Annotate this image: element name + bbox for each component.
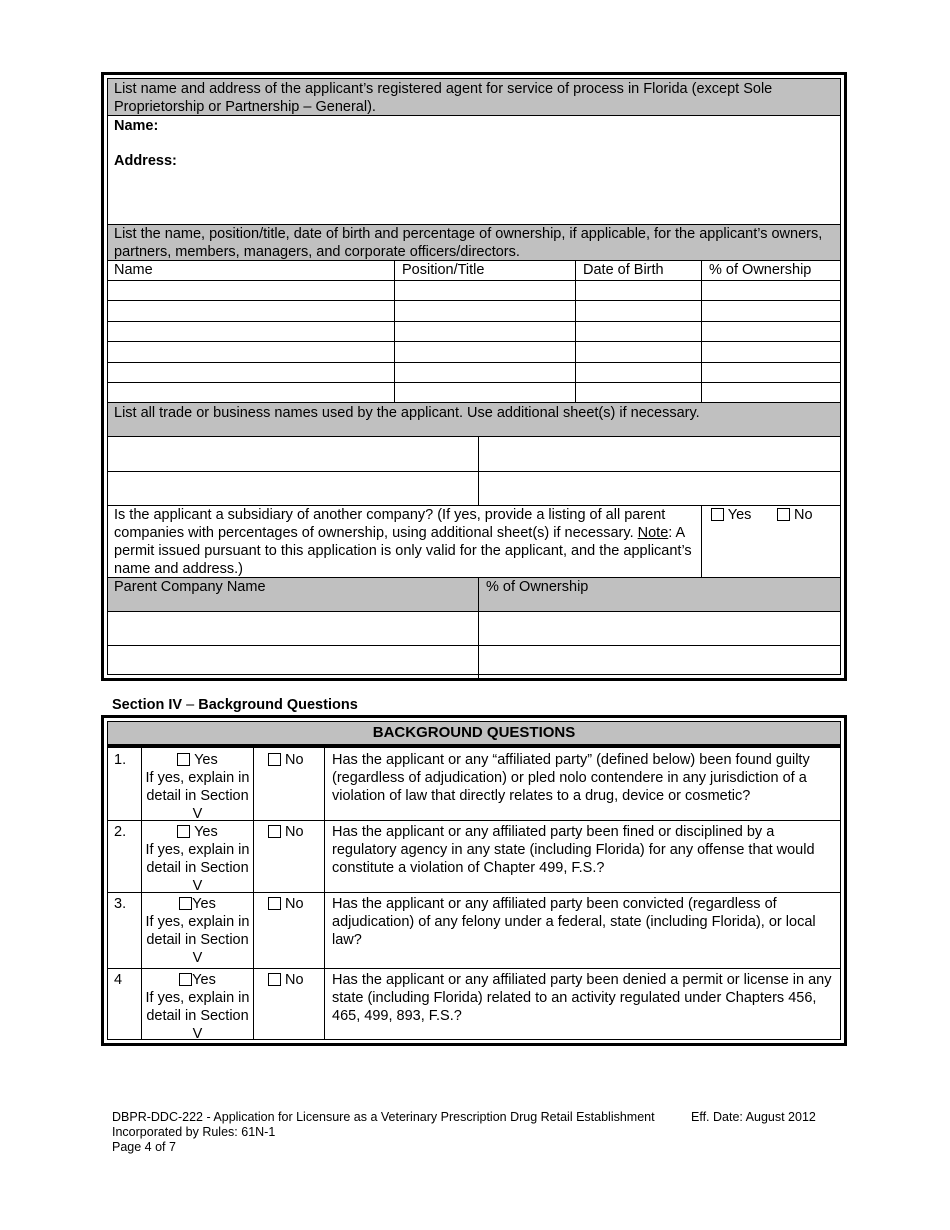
question-yes-option[interactable] <box>177 824 217 840</box>
question-no-label: No <box>285 824 304 840</box>
question-yes-label: Yes <box>192 896 216 912</box>
question-number: 3. <box>114 896 127 912</box>
owners-col-position: Position/Title <box>402 262 485 278</box>
question-explain-text: If yes, explain in detail in Section V <box>145 990 250 1042</box>
subsidiary-question-part1: Is the applicant a subsidiary of another company? (If yes, provide a listing of all parent companies with percentages of ownership, using additional sheet(s) if necessary. <box>114 507 666 541</box>
question-text: Has the applicant or any affiliated party been fined or disciplined by a regulatory agency in any state (including Florida) for any offense that would constitute a violation of Chapter 499, F.S.? <box>332 824 815 876</box>
section-iv-dash: – <box>182 697 199 713</box>
question-no-label: No <box>285 896 304 912</box>
question-no-checkbox[interactable] <box>268 897 281 910</box>
subsidiary-question-part2: : A permit issued pursuant to this application is only valid for the applicant, and the applicant’s name and address.) <box>114 525 692 577</box>
question-number: 4 <box>114 972 123 988</box>
owners-row-5[interactable] <box>108 382 840 383</box>
owners-row-3[interactable] <box>108 341 840 342</box>
owners-col-dob: Date of Birth <box>583 262 664 278</box>
question-yes-option[interactable] <box>177 752 217 768</box>
owners-row-1[interactable] <box>108 300 840 301</box>
question-yes-label: Yes <box>194 752 218 768</box>
question-no-label: No <box>285 752 304 768</box>
agent-address-label: Address: <box>114 153 177 169</box>
question-no-checkbox[interactable] <box>268 753 281 766</box>
question-text: Has the applicant or any affiliated party been denied a permit or license in any state (including Florida) related to an activity regulated under Chapters 456, 465, 499, 893, F.S.? <box>332 972 832 1024</box>
owners-col-ownership: % of Ownership <box>709 262 812 278</box>
question-yes-cell <box>142 971 253 1043</box>
subsidiary-question-text <box>114 506 694 578</box>
owners-row-2[interactable] <box>108 321 840 322</box>
background-questions-header <box>108 722 840 744</box>
agent-instruction-row <box>108 79 840 115</box>
subsidiary-no-label: No <box>794 507 813 523</box>
trade-name-row-1[interactable] <box>108 471 840 472</box>
owners-instruction: List the name, position/title, date of birth and percentage of ownership, if applicable, for the applicant’s owners, partners, members, managers, and corporate officers/directors. <box>114 226 823 260</box>
question-number: 2. <box>114 824 127 840</box>
trade-names-instruction-row <box>108 403 840 436</box>
question-no-checkbox[interactable] <box>268 973 281 986</box>
question-explain-text: If yes, explain in detail in Section V <box>145 770 250 822</box>
parent-company-col: Parent Company Name <box>114 579 266 595</box>
question-yes-checkbox[interactable] <box>177 825 190 838</box>
question-yes-cell <box>142 751 253 823</box>
parent-company-header-row <box>108 578 840 611</box>
section-iv-prefix: Section IV <box>112 697 183 713</box>
agent-instruction: List name and address of the applicant’s registered agent for service of process in Florida (except Sole Proprietorship or Partnership – General). <box>114 81 773 115</box>
question-yes-checkbox[interactable] <box>179 897 192 910</box>
question-yes-checkbox[interactable] <box>179 973 192 986</box>
question-yes-option[interactable] <box>179 972 216 988</box>
footer-eff-date: Eff. Date: August 2012 <box>691 1110 816 1124</box>
question-row-2 <box>108 820 840 892</box>
question-explain-text: If yes, explain in detail in Section V <box>145 914 250 966</box>
section-iv-title <box>112 696 358 714</box>
parent-company-row-2[interactable] <box>108 646 840 680</box>
question-yes-cell <box>142 823 253 895</box>
question-row-3 <box>108 892 840 968</box>
agent-name-label: Name: <box>114 118 159 134</box>
background-questions-table <box>101 715 847 1046</box>
subsidiary-yes-option[interactable] <box>711 506 751 524</box>
question-number: 1. <box>114 752 127 768</box>
parent-ownership-col: % of Ownership <box>486 579 589 595</box>
question-text: Has the applicant or any affiliated party been convicted (regardless of adjudication) of any felony under a federal, state (including Florida), or local law? <box>332 896 816 948</box>
question-yes-option[interactable] <box>179 896 216 912</box>
applicant-info-table <box>101 72 847 681</box>
owners-col-name: Name <box>114 262 153 278</box>
question-explain-text: If yes, explain in detail in Section V <box>145 842 250 894</box>
section-iv-suffix: Background Questions <box>198 697 358 713</box>
question-no-option[interactable] <box>268 895 304 913</box>
question-row-1 <box>108 748 840 820</box>
question-yes-label: Yes <box>194 824 218 840</box>
question-no-checkbox[interactable] <box>268 825 281 838</box>
owners-row-4[interactable] <box>108 362 840 363</box>
background-questions-header-text: BACKGROUND QUESTIONS <box>372 724 576 741</box>
question-row-4 <box>108 968 840 1044</box>
owners-instruction-row <box>108 225 840 260</box>
footer-rules: Incorporated by Rules: 61N-1 <box>112 1125 276 1139</box>
trade-names-instruction: List all trade or business names used by the applicant. Use additional sheet(s) if necessary. <box>114 405 700 421</box>
subsidiary-note-label: Note <box>637 525 669 541</box>
subsidiary-yes-label: Yes <box>727 507 752 523</box>
question-yes-label: Yes <box>192 972 216 988</box>
subsidiary-yes-checkbox[interactable] <box>711 508 724 521</box>
footer-form-title: DBPR-DDC-222 - Application for Licensure as a Veterinary Prescription Drug Retail Establishment <box>112 1110 655 1124</box>
footer-page: Page 4 of 7 <box>112 1140 176 1154</box>
question-no-option[interactable] <box>268 823 304 841</box>
question-no-option[interactable] <box>268 751 304 769</box>
question-no-label: No <box>285 972 304 988</box>
question-yes-checkbox[interactable] <box>177 753 190 766</box>
question-no-option[interactable] <box>268 971 304 989</box>
subsidiary-no-checkbox[interactable] <box>777 508 790 521</box>
question-text: Has the applicant or any “affiliated party” (defined below) been found guilty (regardless of adjudication) or pled nolo contendere in any jurisdiction of a violation of law that directly relates to a drug, device or cosmetic? <box>332 752 810 804</box>
subsidiary-no-option[interactable] <box>777 506 813 524</box>
question-yes-cell <box>142 895 253 967</box>
